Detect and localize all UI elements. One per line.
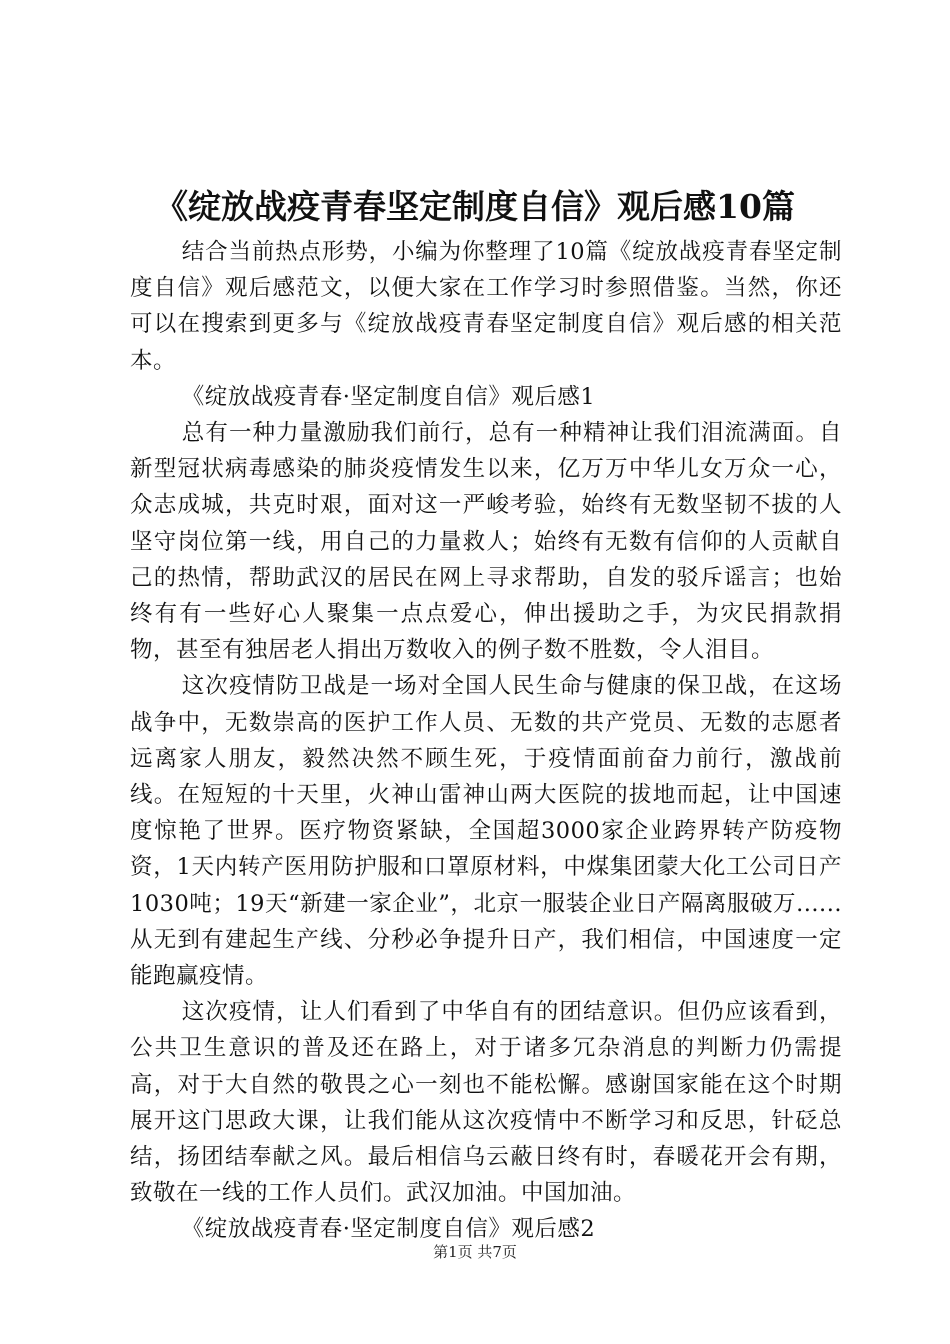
section-heading-1: 《绽放战疫青春·坚定制度自信》观后感1: [181, 383, 596, 410]
document-title: 《绽放战疫青春坚定制度自信》观后感10篇: [155, 187, 795, 226]
body-paragraph: 这次疫情，让人们看到了中华自有的团结意识。但仍应该看到，公共卫生意识的普及还在路上，对于诸多冗杂消息的判断力仍需提高，对于大自然的敬畏之心一刻也不能松懈。感谢国家能在这个时期展开这门思政大课，让我们能从这次疫情中不断学习和反思，针砭总结，扬团结奉献之风。最后相信乌云蔽日终有时，春暖花开会有期，致敬在一线的工作人员们。武汉加油。中国加油。: [130, 999, 842, 1207]
body-paragraph: 总有一种力量激励我们前行，总有一种精神让我们泪流满面。自新型冠状病毒感染的肺炎疫情发生以来，亿万万中华儿女万众一心，众志成城，共克时艰，面对这一严峻考验，始终有无数坚韧不拔的人坚守岗位第一线，用自己的力量救人；始终有无数有信仰的人贡献自己的热情，帮助武汉的居民在网上寻求帮助，自发的驳斥谣言；也始终有有一些好心人聚集一点点爱心，伸出援助之手，为灾民捐款捐物，甚至有独居老人捐出万数收入的例子数不胜数，令人泪目。: [130, 420, 842, 664]
document-body: [130, 234, 842, 1248]
intro-paragraph: 结合当前热点形势，小编为你整理了10篇《绽放战疫青春坚定制度自信》观后感范文，以便大家在工作学习时参照借鉴。当然，你还可以在搜索到更多与《绽放战疫青春坚定制度自信》观后感的相关范本。: [130, 239, 842, 374]
section-heading-2: 《绽放战疫青春·坚定制度自信》观后感2: [181, 1216, 596, 1243]
page-footer: 第1页 共7页: [433, 1243, 517, 1261]
body-paragraph: 这次疫情防卫战是一场对全国人民生命与健康的保卫战，在这场战争中，无数崇高的医护工作人员、无数的共产党员、无数的志愿者远离家人朋友，毅然决然不顾生死，于疫情面前奋力前行，激战前线。在短短的十天里，火神山雷神山两大医院的拔地而起，让中国速度惊艳了世界。医疗物资紧缺，全国超3000家企业跨界转产防疫物资，1天内转产医用防护服和口罩原材料，中煤集团蒙大化工公司日产1030吨；19天“新建一家企业”，北京一服装企业日产隔离服破万......从无到有建起生产线、分秒必争提升日产，我们相信，中国速度一定能跑赢疫情。: [130, 673, 842, 990]
